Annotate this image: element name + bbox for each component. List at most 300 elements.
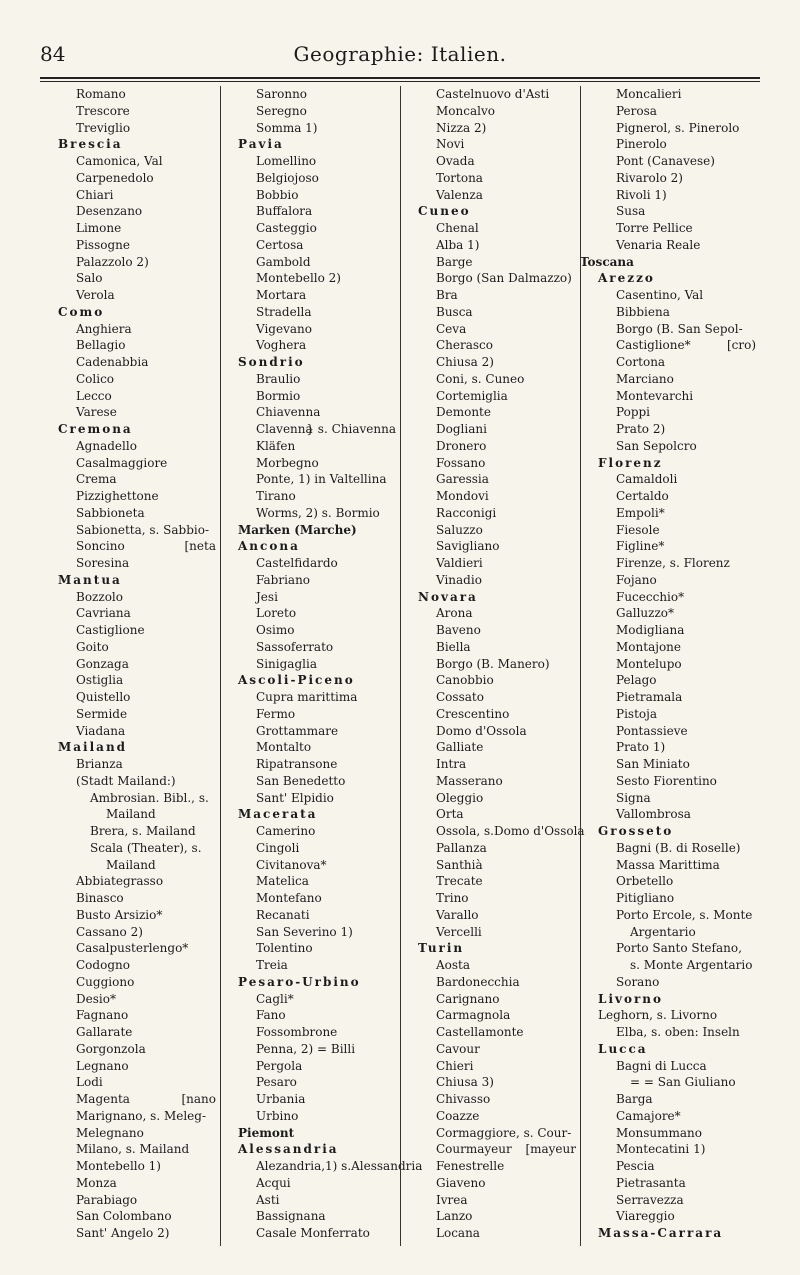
place-entry xyxy=(40,153,220,170)
place-entry xyxy=(400,438,580,455)
place-entry xyxy=(580,321,760,338)
region-heading xyxy=(40,304,220,321)
place-entry xyxy=(580,505,760,522)
place-entry xyxy=(580,739,760,756)
place-entry xyxy=(220,103,400,120)
entry-text: Belgiojoso xyxy=(256,170,319,185)
entry-text: Matelica xyxy=(256,874,309,889)
entry-text: Chiari xyxy=(76,187,114,202)
region-heading xyxy=(40,136,220,153)
place-entry xyxy=(220,404,400,421)
place-entry xyxy=(400,488,580,505)
place-entry xyxy=(220,1041,400,1058)
place-entry xyxy=(400,689,580,706)
column-1 xyxy=(40,86,220,1246)
entry-text: Binasco xyxy=(76,891,124,905)
place-entry xyxy=(400,120,580,137)
place-entry xyxy=(580,873,760,890)
entry-text: Marciano xyxy=(616,371,674,386)
place-entry xyxy=(220,488,400,505)
place-entry xyxy=(220,1158,423,1175)
entry-text: Trecate xyxy=(436,874,483,889)
place-entry xyxy=(40,371,220,388)
place-entry xyxy=(40,1225,220,1242)
entry-text: Treviglio xyxy=(76,120,131,135)
place-entry xyxy=(580,388,760,405)
place-entry xyxy=(220,840,400,857)
entry-text: Loreto xyxy=(256,606,297,621)
entry-text: Casteggio xyxy=(256,221,317,235)
entry-text: Desenzano xyxy=(76,204,143,219)
place-entry xyxy=(40,689,220,706)
place-entry xyxy=(220,1175,400,1192)
entry-text: Cremona xyxy=(58,422,133,436)
place-entry xyxy=(40,237,220,254)
place-entry xyxy=(40,589,220,606)
column-area xyxy=(40,86,760,1246)
entry-text: Sondrio xyxy=(238,355,305,369)
region-heading xyxy=(400,589,580,606)
place-entry xyxy=(220,371,400,388)
entry-text: Carignano xyxy=(436,991,500,1006)
entry-text: Vinadio xyxy=(436,572,482,587)
entry-text: Chiusa 3) xyxy=(436,1075,494,1090)
entry-text: San Benedetto xyxy=(256,773,346,788)
entry-text: Casentino, Val xyxy=(616,288,704,302)
entry-text: Como xyxy=(58,304,105,319)
place-entry xyxy=(40,538,220,555)
entry-text: Sermide xyxy=(76,706,128,721)
entry-text: Brescia xyxy=(58,137,123,152)
entry-text: Mortara xyxy=(256,288,307,302)
entry-text: Figline* xyxy=(616,539,665,554)
entry-text: Galluzzo* xyxy=(616,606,675,621)
place-entry xyxy=(580,136,760,153)
entry-text: Porto Santo Stefano, xyxy=(616,941,742,956)
entry-text: Novi xyxy=(436,137,465,152)
entry-text: Trescore xyxy=(76,103,130,118)
place-entry xyxy=(40,203,220,220)
header-rule-thin xyxy=(40,81,760,82)
place-entry xyxy=(220,589,400,606)
place-entry xyxy=(400,337,580,354)
place-entry xyxy=(40,857,220,874)
region-heading xyxy=(40,739,220,756)
entry-text: Domo d'Ossola xyxy=(436,723,527,738)
place-entry xyxy=(400,321,580,338)
place-entry xyxy=(400,404,580,421)
place-entry xyxy=(40,1024,220,1041)
entry-text: Trino xyxy=(436,891,469,905)
entry-text: Castiglione* xyxy=(616,338,691,353)
entry-text: Stradella xyxy=(256,304,312,319)
place-entry xyxy=(40,823,220,840)
place-entry xyxy=(400,304,580,321)
entry-continuation: } s. Chiavenna xyxy=(306,422,396,436)
entry-text: Lanzo xyxy=(436,1209,473,1224)
entry-text: Alezandria,1) s.Alessandria xyxy=(256,1159,423,1173)
place-entry xyxy=(220,120,400,137)
entry-text: Poppi xyxy=(616,405,651,420)
entry-text: Bormio xyxy=(256,388,301,403)
entry-text: Morbegno xyxy=(256,455,319,470)
entry-text: Garessia xyxy=(436,472,489,487)
place-entry xyxy=(580,555,760,572)
place-entry xyxy=(220,991,400,1008)
place-entry xyxy=(400,639,580,656)
place-entry xyxy=(40,337,220,354)
entry-text: Gorgonzola xyxy=(76,1041,146,1056)
entry-text: Demonte xyxy=(436,405,491,420)
entry-text: Cormaggiore, s. Cour- xyxy=(436,1125,572,1140)
entry-text: Cadenabbia xyxy=(76,355,149,369)
region-heading xyxy=(220,354,400,371)
entry-text: Cortemiglia xyxy=(436,388,508,403)
region-heading xyxy=(220,974,400,991)
entry-text: Montefano xyxy=(256,891,322,905)
place-entry xyxy=(40,639,220,656)
place-entry xyxy=(40,1074,220,1091)
place-entry xyxy=(40,120,220,137)
entry-text: Bardonecchia xyxy=(436,974,520,989)
place-entry xyxy=(40,1058,220,1075)
entry-text: Mantua xyxy=(58,572,122,587)
place-entry xyxy=(400,739,580,756)
place-entry xyxy=(220,421,400,438)
entry-text: Ancona xyxy=(238,539,300,554)
place-entry xyxy=(580,287,760,304)
entry-text: Borgo (B. San Sepol- xyxy=(616,321,743,336)
place-entry xyxy=(220,1192,400,1209)
entry-text: Urbania xyxy=(256,1092,306,1106)
entry-text: Bagni di Lucca xyxy=(616,1058,707,1073)
entry-text: Borgo (B. Manero) xyxy=(436,656,550,671)
entry-text: Acqui xyxy=(256,1175,291,1190)
entry-text: Ceva xyxy=(436,321,467,336)
place-entry xyxy=(400,723,580,740)
region-heading xyxy=(580,991,760,1008)
place-entry xyxy=(40,220,220,237)
entry-text: Fojano xyxy=(616,572,657,587)
entry-text: Certaldo xyxy=(616,489,669,503)
entry-text: Castiglione xyxy=(76,623,145,637)
entry-text: Alba 1) xyxy=(436,237,480,252)
entry-text: Soncino xyxy=(76,539,125,554)
entry-text: Gallarate xyxy=(76,1025,133,1039)
place-entry xyxy=(580,639,760,656)
place-entry xyxy=(580,1058,760,1075)
entry-text: Fossombrone xyxy=(256,1025,338,1039)
place-entry xyxy=(220,873,400,890)
place-entry xyxy=(400,505,580,522)
entry-text: Palazzolo 2) xyxy=(76,254,149,269)
entry-text: Urbino xyxy=(256,1108,299,1123)
entry-continuation: [neta xyxy=(184,539,216,554)
place-entry xyxy=(220,857,400,874)
place-entry xyxy=(400,890,580,907)
place-entry xyxy=(220,304,400,321)
entry-text: Chiavenna xyxy=(256,405,321,420)
entry-text: = = San Giuliano xyxy=(630,1075,736,1090)
place-entry xyxy=(220,220,400,237)
entry-text: Cassano 2) xyxy=(76,924,143,939)
place-entry xyxy=(220,622,400,639)
place-entry xyxy=(400,1158,580,1175)
entry-text: Viareggio xyxy=(616,1209,675,1224)
entry-text: Parabiago xyxy=(76,1192,138,1207)
place-entry xyxy=(400,974,580,991)
entry-text: Bozzolo xyxy=(76,589,123,604)
entry-text: Serravezza xyxy=(616,1192,684,1207)
entry-text: Grosseto xyxy=(598,824,674,838)
entry-text: Melegnano xyxy=(76,1125,144,1140)
entry-text: Mondovi xyxy=(436,489,489,503)
place-entry xyxy=(580,706,760,723)
place-entry xyxy=(400,1225,580,1242)
entry-text: Colico xyxy=(76,371,115,386)
entry-text: Barge xyxy=(436,254,473,269)
region-heading xyxy=(580,1225,760,1242)
entry-text: Asti xyxy=(256,1192,280,1207)
place-entry xyxy=(220,1058,400,1075)
place-entry xyxy=(580,1158,760,1175)
place-entry xyxy=(400,924,580,941)
place-entry xyxy=(400,873,580,890)
entry-text: Tortona xyxy=(436,170,483,185)
place-entry xyxy=(40,907,220,924)
place-entry xyxy=(580,605,760,622)
place-entry xyxy=(220,689,400,706)
place-entry xyxy=(580,589,760,606)
place-entry xyxy=(400,1091,580,1108)
entry-text: Casale Monferrato xyxy=(256,1226,370,1240)
place-entry xyxy=(580,471,760,488)
place-entry xyxy=(400,555,580,572)
place-entry xyxy=(400,136,580,153)
place-entry xyxy=(40,388,220,405)
place-entry xyxy=(220,471,400,488)
entry-text: Courmayeur xyxy=(436,1142,512,1157)
place-entry xyxy=(40,505,220,522)
entry-text: Sabionetta, s. Sabbio- xyxy=(76,522,210,537)
entry-text: Pietramala xyxy=(616,690,683,704)
region-heading xyxy=(40,572,220,589)
entry-text: Locana xyxy=(436,1226,480,1240)
entry-text: Tolentino xyxy=(256,941,313,956)
place-entry xyxy=(580,421,760,438)
entry-text: Signa xyxy=(616,790,651,805)
entry-text: Giaveno xyxy=(436,1175,486,1190)
entry-text: Cavour xyxy=(436,1041,480,1056)
entry-text: Worms, 2) s. Bormio xyxy=(256,505,380,520)
entry-text: Carpenedolo xyxy=(76,170,154,185)
place-entry xyxy=(580,656,760,673)
place-entry xyxy=(400,756,580,773)
place-entry xyxy=(40,957,220,974)
place-entry xyxy=(400,1175,580,1192)
entry-text: Gambold xyxy=(256,254,311,269)
entry-text: Montelupo xyxy=(616,656,682,671)
place-entry xyxy=(400,857,580,874)
place-entry xyxy=(580,857,760,874)
entry-text: Montalto xyxy=(256,740,312,755)
entry-text: Aosta xyxy=(436,958,471,972)
place-entry xyxy=(220,455,400,472)
entry-text: Fagnano xyxy=(76,1008,129,1023)
entry-text: San Miniato xyxy=(616,757,690,771)
entry-text: Rivarolo 2) xyxy=(616,170,683,185)
entry-text: Chenal xyxy=(436,221,479,235)
place-entry xyxy=(220,706,400,723)
place-entry xyxy=(400,1024,580,1041)
entry-text: Bassignana xyxy=(256,1209,326,1224)
entry-text: Rivoli 1) xyxy=(616,187,667,202)
place-entry xyxy=(400,790,580,807)
entry-text: Pinerolo xyxy=(616,137,667,152)
place-entry xyxy=(400,153,580,170)
entry-text: Recanati xyxy=(256,907,310,922)
place-entry xyxy=(400,1074,580,1091)
entry-text: Casalmaggiore xyxy=(76,455,168,470)
place-entry xyxy=(580,354,760,371)
place-entry xyxy=(220,1074,400,1091)
entry-text: Camaldoli xyxy=(616,472,678,487)
place-entry xyxy=(400,287,580,304)
place-entry xyxy=(40,103,220,120)
entry-text: Montevarchi xyxy=(616,388,694,403)
place-entry xyxy=(400,86,580,103)
entry-text: Fossano xyxy=(436,455,486,470)
entry-text: Buffalora xyxy=(256,204,313,219)
entry-text: Lecco xyxy=(76,388,112,403)
place-entry xyxy=(580,1091,760,1108)
place-entry xyxy=(400,1141,580,1158)
place-entry xyxy=(40,1125,220,1142)
entry-text: Moncalvo xyxy=(436,103,495,118)
place-entry xyxy=(580,723,760,740)
entry-text: Santhià xyxy=(436,857,483,872)
entry-text: Pitigliano xyxy=(616,891,675,905)
place-entry xyxy=(580,773,760,790)
entry-text: Varallo xyxy=(436,907,479,922)
entry-text: Camerino xyxy=(256,824,316,838)
place-entry xyxy=(580,371,760,388)
place-entry xyxy=(40,790,220,807)
entry-text: Montecatini 1) xyxy=(616,1142,706,1157)
place-entry xyxy=(40,1208,220,1225)
region-heading xyxy=(220,538,400,555)
entry-text: Pissogne xyxy=(76,237,130,252)
entry-text: Goito xyxy=(76,639,109,654)
place-entry xyxy=(40,170,220,187)
entry-text: Bibbiena xyxy=(616,304,670,319)
entry-text: Lucca xyxy=(598,1041,648,1056)
entry-text: Toscana xyxy=(580,254,634,269)
region-heading xyxy=(220,672,400,689)
place-entry xyxy=(220,170,400,187)
place-entry xyxy=(40,873,220,890)
region-heading xyxy=(40,421,220,438)
place-entry xyxy=(40,723,220,740)
entry-text: Certosa xyxy=(256,237,304,252)
place-entry xyxy=(580,1125,760,1142)
entry-text: Firenze, s. Florenz xyxy=(616,556,730,570)
place-entry xyxy=(220,723,400,740)
place-entry xyxy=(400,672,580,689)
entry-text: Montebello 1) xyxy=(76,1159,161,1173)
place-entry xyxy=(580,907,760,924)
place-entry xyxy=(220,605,400,622)
place-entry xyxy=(580,1007,760,1024)
entry-text: Borgo (San Dalmazzo) xyxy=(436,271,572,286)
place-entry xyxy=(40,924,220,941)
entry-text: Treia xyxy=(256,958,288,972)
place-entry xyxy=(400,605,580,622)
entry-text: Chieri xyxy=(436,1058,474,1073)
place-entry xyxy=(40,522,220,539)
entry-text: Fucecchio* xyxy=(616,589,685,604)
place-entry xyxy=(580,957,760,974)
entry-text: Pignerol, s. Pinerolo xyxy=(616,120,740,135)
region-heading xyxy=(580,823,760,840)
entry-text: Camajore* xyxy=(616,1108,681,1123)
entry-text: Cuggiono xyxy=(76,974,135,989)
entry-text: Legnano xyxy=(76,1058,129,1073)
place-entry xyxy=(580,572,760,589)
entry-text: Pergola xyxy=(256,1058,303,1073)
entry-text: Galliate xyxy=(436,740,484,755)
place-entry xyxy=(400,421,580,438)
region-heading xyxy=(580,455,760,472)
entry-continuation: [nano xyxy=(181,1092,216,1106)
entry-text: Fiesole xyxy=(616,522,660,537)
place-entry xyxy=(220,572,400,589)
entry-text: Abbiategrasso xyxy=(76,874,164,889)
region-heading xyxy=(580,1041,760,1058)
entry-text: Orta xyxy=(436,807,464,822)
place-entry xyxy=(40,806,220,823)
entry-text: Montebello 2) xyxy=(256,271,341,286)
entry-text: Sant' Elpidio xyxy=(256,790,334,805)
entry-text: Arezzo xyxy=(598,271,655,286)
place-entry xyxy=(40,991,220,1008)
entry-text: Cossato xyxy=(436,690,484,704)
place-entry xyxy=(220,203,400,220)
place-entry xyxy=(580,756,760,773)
entry-text: Arona xyxy=(436,606,473,621)
place-entry xyxy=(400,706,580,723)
place-entry xyxy=(40,706,220,723)
place-entry xyxy=(580,237,760,254)
entry-text: Sesto Fiorentino xyxy=(616,773,717,788)
place-entry xyxy=(40,1108,220,1125)
place-entry xyxy=(580,1074,760,1091)
place-entry xyxy=(580,1175,760,1192)
place-entry xyxy=(40,622,220,639)
entry-text: Dronero xyxy=(436,438,487,453)
entry-text: Sorano xyxy=(616,974,660,989)
entry-text: Jesi xyxy=(256,589,278,604)
entry-text: Barga xyxy=(616,1092,653,1106)
entry-text: Torre Pellice xyxy=(616,221,693,235)
entry-text: Varese xyxy=(76,405,117,420)
entry-text: Grottammare xyxy=(256,723,339,738)
entry-text: Bellagio xyxy=(76,338,126,353)
place-entry xyxy=(580,488,760,505)
entry-text: Mailand xyxy=(106,807,156,822)
place-entry xyxy=(220,237,400,254)
entry-text: Carmagnola xyxy=(436,1008,511,1023)
